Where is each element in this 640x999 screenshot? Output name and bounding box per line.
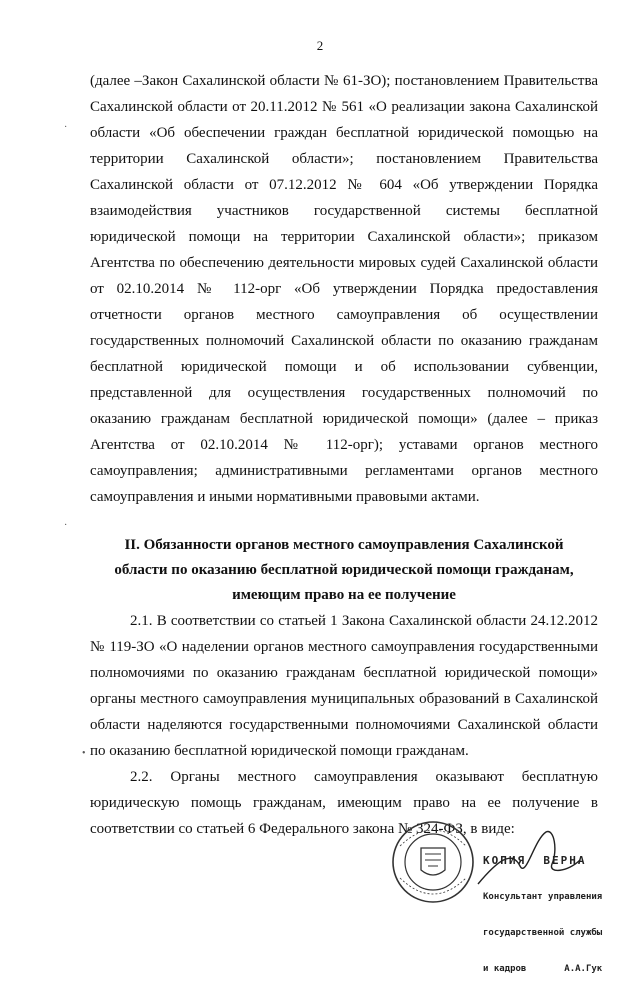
text-line: соответствии со статьей 6 Федерального закона № 324-ФЗ, в виде: <box>90 821 515 837</box>
text-line: территории Сахалинской области»; постановлением Правительства <box>90 151 598 167</box>
text-line: Агентства по обеспечению деятельности мировых судей Сахалинской области <box>90 255 598 271</box>
stamp-line: Консультант управления <box>483 892 603 902</box>
text-line: № 119-ЗО «О наделении органов местного самоуправления государственными <box>90 639 598 655</box>
text-line: 2.2. Органы местного самоуправления оказывают бесплатную <box>130 769 598 785</box>
text-line: самоуправления; административными регламентами органов местного <box>90 463 598 479</box>
text-line: бесплатной юридической помощи и об использовании субвенции, <box>90 359 598 375</box>
scan-mark: · <box>64 520 68 531</box>
text-line: от 02.10.2014 № 112-орг «Об утверждении Порядка предоставления <box>90 281 598 297</box>
stamp-line: и кадров А.А.Гук <box>483 964 603 974</box>
text-line: юридическую помощь гражданам, имеющим право на ее получение в <box>90 795 598 811</box>
text-line: полномочиями по оказанию гражданам бесплатной юридической помощи» <box>90 665 598 681</box>
text-line: Агентства от 02.10.2014 № 112-орг); уставами органов местного <box>90 437 598 453</box>
text-line: взаимодействия участников государственной системы бесплатной <box>90 203 598 219</box>
heading-line: имеющим право на ее получение <box>232 587 456 603</box>
certification-stamp <box>388 818 638 974</box>
text-line: Сахалинской области от 07.12.2012 № 604 «Об утверждении Порядка <box>90 177 598 193</box>
heading-line: области по оказанию бесплатной юридической помощи гражданам, <box>114 562 574 578</box>
stamp-line: государственной службы <box>483 928 603 938</box>
official-seal-icon <box>388 818 478 904</box>
text-line: отчетности органов местного самоуправления об осуществлении <box>90 307 598 323</box>
heading-line: II. Обязанности органов местного самоуправления Сахалинской <box>124 537 564 553</box>
text-line: (далее –Закон Сахалинской области № 61-ЗО); постановлением Правительства <box>90 73 598 89</box>
text-line: самоуправления и иными нормативными правовыми актами. <box>90 489 480 505</box>
text-line: оказанию гражданам бесплатной юридической помощи» (далее – приказ <box>90 411 598 427</box>
text-line: представленной для осуществления государственных полномочий по <box>90 385 598 401</box>
stamp-line: КОПИЯ ВЕРНА <box>483 854 587 867</box>
text-line: юридической помощи на территории Сахалинской области»; приказом <box>90 229 598 245</box>
scan-mark: • <box>82 748 86 759</box>
page-number: 2 <box>316 38 324 53</box>
text-line: органы местного самоуправления муниципальных образований в Сахалинской <box>90 691 598 707</box>
text-line: области наделяются государственными полномочиями Сахалинской области <box>90 717 598 733</box>
text-line: области «Об обеспечении граждан бесплатной юридической помощью на <box>90 125 598 141</box>
text-line: 2.1. В соответствии со статьей 1 Закона Сахалинской области 24.12.2012 <box>130 613 598 629</box>
text-line: по оказанию бесплатной юридической помощи гражданам. <box>90 743 469 759</box>
scan-mark: · <box>64 122 68 133</box>
text-line: Сахалинской области от 20.11.2012 № 561 «О реализации закона Сахалинской <box>90 99 598 115</box>
stamp-text <box>483 831 602 999</box>
text-line: государственных полномочий Сахалинской области по оказанию гражданам <box>90 333 598 349</box>
